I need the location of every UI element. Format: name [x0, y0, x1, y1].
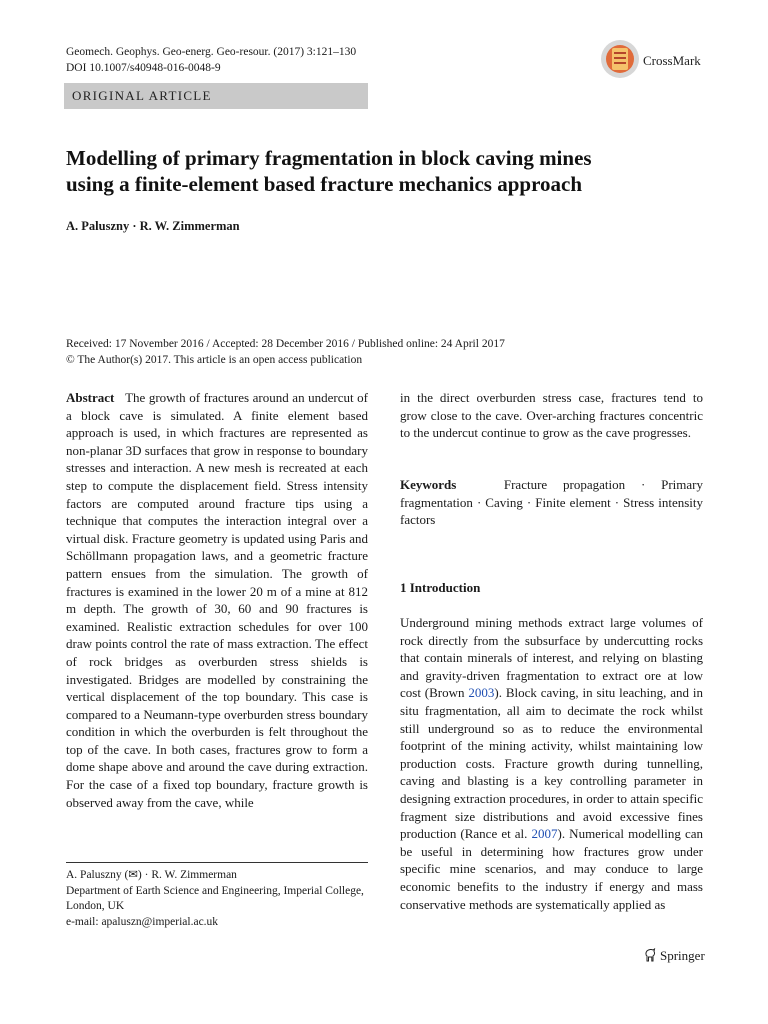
crossmark-icon [601, 40, 639, 78]
authors: A. Paluszny · R. W. Zimmerman [66, 219, 240, 233]
abstract-label: Abstract [66, 390, 115, 405]
article-type: ORIGINAL ARTICLE [72, 88, 212, 103]
section-heading-introduction: 1 Introduction [400, 580, 481, 595]
footnote-divider [66, 862, 368, 863]
footnote [66, 868, 368, 930]
footnote-email[interactable]: e-mail: apaluszn@imperial.ac.uk [66, 915, 219, 928]
journal-info [66, 44, 356, 76]
publication-dates [66, 336, 706, 368]
abstract-text: The growth of fractures around an undercut of a block cave is simulated. A finite element based approach is used, in which fractures are represented as non-planar 3D surfaces that grow in response to boundary stresses and interaction. A new mesh is recreated at each step to compute the displacement field. Stress intensity factors are computed around fracture tips using a technique that computes the interaction integral over a virtual disk. Fracture geometry is updated using Paris and Schöllmann propagation laws, and a geometric fracture pattern ensues from the simulation. The growth of fractures is examined in the lower 20 m of a mine at 812 m depth. The growth of 30, 60 and 90 fractures is examined. Realistic extraction schedules for over 100 draw points control the rate of mass extraction. The effect of rock bridges as overburden stress shields is investigated. Bridges are modelled by constraining the vertical displacement of the top boundary. This case is compared to a Neumann-type overburden stress boundary condition in which the overburden is felt throughout the top of the cave. In both cases, fractures grow to form a dome shape above and around the cave during extraction. For the case of a fixed top boundary, fracture growth is observed away from the cave, while [66, 390, 368, 810]
abstract-right: in the direct overburden stress case, fractures tend to grow close to the cave. Over-arching fractures concentric to the undercut continue to grow as the cave progresses. [400, 390, 703, 441]
doi[interactable]: DOI 10.1007/s40948-016-0048-9 [66, 62, 221, 74]
introduction-text: Underground mining methods extract large volumes of rock directly from the subsurface by undercutting rocks that contain minerals of interest, and relying on blasting and gravity-driven fragmentation to extract ore at low cost (Brown 2003). Block caving, in situ leaching, and in situ fragmentation, all aim to decimate the rock whilst still underground so as to reduce the environmental footprint of the mining activity, whilst maintaining low production costs. Fracture growth during tunnelling, caving and blasting is a key controlling parameter in designing extraction procedures, in order to attain specific fragment size distributions and avoid excessive fines production (Rance et al. 2007). Numerical modelling can be useful in determining how fractures grow under specific mine scenarios, and may conduce to large economic benefits to the industry if energy and mass conservative methods are systematically applied as [400, 615, 703, 912]
title-line-1: Modelling of primary fragmentation in block caving mines [66, 146, 592, 170]
footnote-authors: A. Paluszny (✉) · R. W. Zimmerman [66, 869, 237, 881]
paper-title [66, 145, 706, 197]
keywords [400, 476, 703, 529]
citation-link-brown[interactable]: 2003 [468, 685, 495, 701]
crossmark-badge[interactable] [601, 40, 721, 80]
publisher-name: Springer [660, 948, 705, 963]
abstract-left [66, 389, 368, 811]
crossmark-label: CrossMark [643, 53, 701, 68]
copyright-line: © The Author(s) 2017. This article is an open access publication [66, 354, 363, 366]
keywords-label: Keywords [400, 477, 457, 492]
journal-citation: Geomech. Geophys. Geo-energ. Geo-resour. (2017) 3:121–130 [66, 46, 357, 58]
dates-line: Received: 17 November 2016 / Accepted: 28 December 2016 / Published online: 24 April 2017 [66, 338, 505, 350]
citation-link-rance[interactable]: 2007 [531, 826, 558, 842]
keywords-text: Fracture propagation · Primary fragmentation · Caving · Finite element · Stress intensity factors [400, 477, 703, 528]
publisher-logo [644, 948, 705, 964]
article-type-banner [64, 83, 368, 109]
footnote-affiliation: Department of Earth Science and Engineering, Imperial College, London, UK [66, 884, 364, 912]
title-line-2: using a finite-element based fracture mechanics approach [66, 172, 583, 196]
springer-horse-icon [644, 948, 656, 962]
